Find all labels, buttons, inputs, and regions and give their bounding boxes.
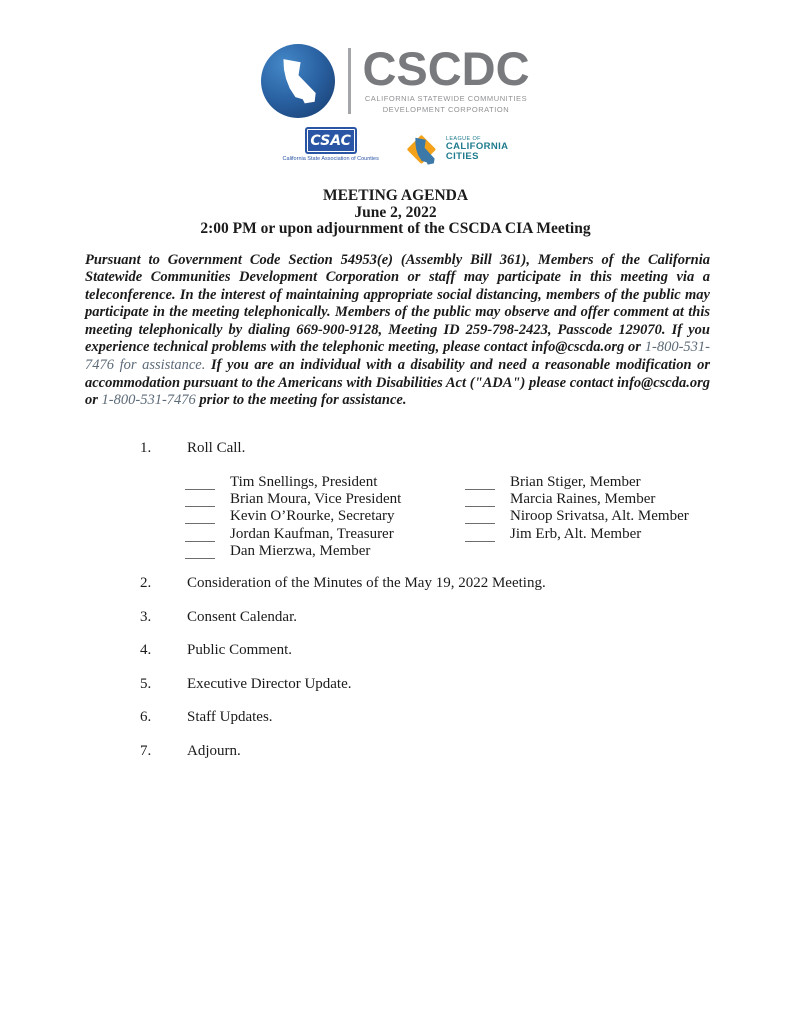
roll-call-column-left xyxy=(185,473,465,559)
roll-call-row xyxy=(465,524,689,541)
logo-divider xyxy=(348,48,351,114)
item-number: 6. xyxy=(140,709,152,726)
notice-segment: prior to the meeting for assistance. xyxy=(195,392,407,409)
item-number: 5. xyxy=(140,675,152,692)
cscdc-wordmark xyxy=(362,41,530,116)
meeting-title-block xyxy=(0,188,791,238)
csac-acronym-badge: CSAC xyxy=(305,127,357,154)
league-line1: LEAGUE OF xyxy=(445,135,481,142)
meeting-date: June 2, 2022 xyxy=(354,203,437,221)
attendance-blank-line xyxy=(185,510,215,524)
roll-call-column-right xyxy=(465,473,689,559)
roll-call-row xyxy=(185,524,465,541)
roll-call-name: Dan Mierzwa, Member xyxy=(230,542,371,559)
roll-call-row xyxy=(465,490,689,507)
item-number: 1. xyxy=(140,439,152,456)
roll-call-row xyxy=(465,473,689,490)
item-text: Roll Call. xyxy=(187,439,246,456)
attendance-blank-line xyxy=(465,510,495,524)
partner-logos xyxy=(0,127,791,173)
roll-call-name: Tim Snellings, President xyxy=(230,474,378,491)
notice-segment: Pursuant to Government Code Section 54953(e) (Assembly Bill 361), Members of the California Statewide Communities Development Corporation or staff may participate in this meeting via a teleconference. In the interest of maintaining appropriate social distancing, members of the public may participate in the meeting telephonically. Members of the public may observe and offer comment at this meeting telephonically by dialing 669-900-9128, Meeting ID 259-798-2423, Passcode 129070. If you experience technical problems with the telephonic meeting, please contact info@cscda.org or xyxy=(85,251,710,356)
phone-number-text: 1-800-531-7476 for assistance. xyxy=(85,339,710,374)
item-number: 3. xyxy=(140,608,152,625)
item-text: Staff Updates. xyxy=(187,709,273,726)
roll-call-name: Marcia Raines, Member xyxy=(510,491,656,508)
attendance-blank-line xyxy=(465,476,495,490)
csac-caption: California State Association of Counties xyxy=(282,156,379,162)
agenda-list xyxy=(0,440,791,760)
agenda-item-7 xyxy=(0,743,791,760)
item-number: 2. xyxy=(140,575,152,592)
attendance-blank-line xyxy=(465,493,495,507)
agenda-item-4 xyxy=(0,642,791,659)
roll-call-row xyxy=(185,473,465,490)
cscdc-acronym: CSCDC xyxy=(362,41,530,95)
meeting-time: 2:00 PM or upon adjournment of the CSCDA CIA Meeting xyxy=(200,220,591,237)
agenda-item-6 xyxy=(0,709,791,726)
attendance-blank-line xyxy=(185,545,215,559)
phone-number-text: 1-800-531-7476 xyxy=(101,392,196,409)
attendance-blank-line xyxy=(185,493,215,507)
meeting-title: MEETING AGENDA xyxy=(322,187,469,204)
item-text: Public Comment. xyxy=(187,642,292,659)
roll-call-row xyxy=(465,507,689,524)
notice-segment: If you are an individual with a disability and need a reasonable modification or accommodation pursuant to the Americans with Disabilities Act ("ADA") please contact info@cscda.org or xyxy=(85,357,711,409)
roll-call-row xyxy=(185,507,465,524)
item-text: Adjourn. xyxy=(187,742,241,759)
league-diamond-california-icon xyxy=(401,129,441,169)
attendance-blank-line xyxy=(185,528,215,542)
item-text: Consideration of the Minutes of the May 19, 2022 Meeting. xyxy=(187,575,546,592)
cscdc-tagline-line1: CALIFORNIA STATEWIDE COMMUNITIES xyxy=(364,94,528,104)
csac-logo xyxy=(283,127,379,162)
roll-call-row xyxy=(185,542,465,559)
roll-call-name: Kevin O’Rourke, Secretary xyxy=(230,508,395,525)
attendance-blank-line xyxy=(185,476,215,490)
agenda-item-3 xyxy=(0,609,791,626)
league-line3: CITIES xyxy=(445,151,479,163)
roll-call-name: Jim Erb, Alt. Member xyxy=(510,525,642,542)
roll-call-name: Jordan Kaufman, Treasurer xyxy=(230,525,394,542)
roll-call-name: Brian Moura, Vice President xyxy=(230,491,402,508)
roll-call-name: Brian Stiger, Member xyxy=(510,474,641,491)
cscdc-logo xyxy=(0,0,791,118)
item-text: Consent Calendar. xyxy=(187,608,297,625)
item-number: 4. xyxy=(140,642,152,659)
attendance-blank-line xyxy=(465,528,495,542)
agenda-item-2 xyxy=(0,575,791,592)
cscdc-tagline xyxy=(365,94,527,115)
league-line2: CALIFORNIA xyxy=(445,140,509,152)
league-wordmark xyxy=(446,136,509,163)
league-of-california-cities-logo xyxy=(401,129,509,169)
teleconference-notice-paragraph xyxy=(85,252,710,410)
roll-call-row xyxy=(185,490,465,507)
item-text: Executive Director Update. xyxy=(187,675,352,692)
roll-call-columns xyxy=(185,473,791,559)
california-state-icon xyxy=(272,51,324,111)
agenda-item-5 xyxy=(0,676,791,693)
cscdc-tagline-line2: DEVELOPMENT CORPORATION xyxy=(382,104,510,114)
california-circle-badge xyxy=(261,44,335,118)
item-number: 7. xyxy=(140,742,152,759)
roll-call-name: Niroop Srivatsa, Alt. Member xyxy=(510,508,689,525)
agenda-item-1 xyxy=(0,440,791,457)
